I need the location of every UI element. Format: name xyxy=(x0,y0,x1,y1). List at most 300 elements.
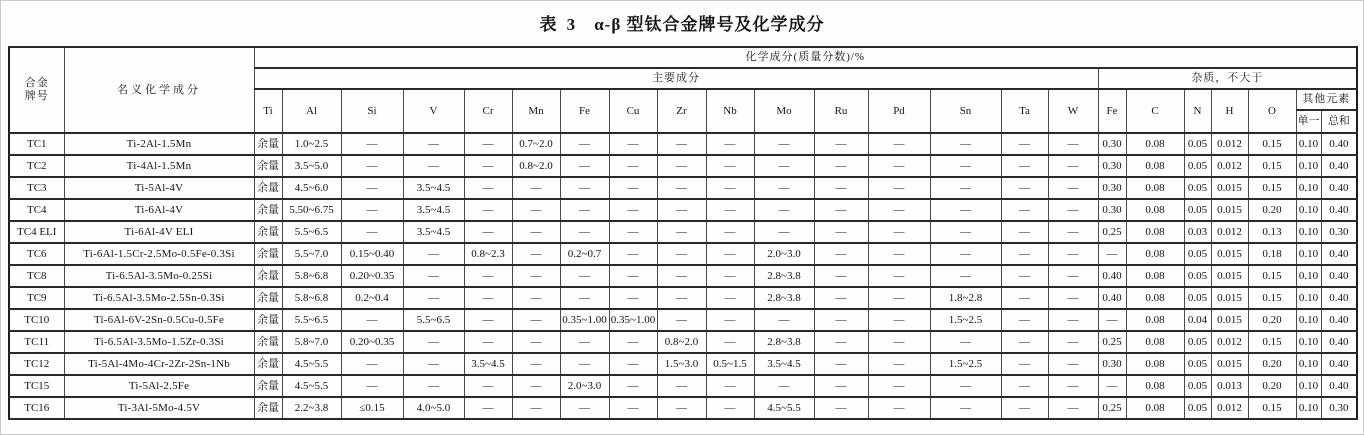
main-composition-cell-cr: — xyxy=(464,397,512,419)
impurity-value-cell-single: 0.10 xyxy=(1296,155,1321,177)
main-composition-cell-sn: 1.5~2.5 xyxy=(930,353,1001,375)
impurity-value-cell-single: 0.10 xyxy=(1296,287,1321,309)
impurity-value-cell-total: 0.40 xyxy=(1321,375,1357,397)
main-composition-cell-sn: — xyxy=(930,243,1001,265)
main-composition-cell-si: 0.15~0.40 xyxy=(341,243,403,265)
header-element-si: Si xyxy=(341,89,403,133)
main-composition-cell-mn: — xyxy=(512,331,560,353)
main-composition-cell-zr: — xyxy=(657,287,706,309)
main-composition-cell-w: — xyxy=(1048,221,1098,243)
header-element-mo: Mo xyxy=(754,89,814,133)
impurity-value-cell-fe: 0.40 xyxy=(1098,265,1126,287)
main-composition-cell-nb: — xyxy=(706,309,754,331)
impurity-value-cell-fe: 0.40 xyxy=(1098,287,1126,309)
impurity-value-cell-total: 0.40 xyxy=(1321,199,1357,221)
main-composition-cell-v: 4.0~5.0 xyxy=(403,397,464,419)
table-body xyxy=(9,133,1357,419)
main-composition-cell-w: — xyxy=(1048,155,1098,177)
header-other-total: 总和 xyxy=(1321,110,1357,133)
impurity-value-cell-o: 0.13 xyxy=(1248,221,1296,243)
alloy-row xyxy=(9,265,1357,287)
impurity-value-cell-fe: — xyxy=(1098,309,1126,331)
main-composition-cell-mo: 2.8~3.8 xyxy=(754,287,814,309)
nominal-composition-cell: Ti-6Al-4V ELI xyxy=(64,221,254,243)
impurity-value-cell-o: 0.20 xyxy=(1248,375,1296,397)
main-composition-cell-v: — xyxy=(403,243,464,265)
header-chemical-composition-group: 化学成分(质量分数)/% xyxy=(254,47,1357,68)
impurity-value-cell-n: 0.05 xyxy=(1184,243,1211,265)
main-composition-cell-sn: — xyxy=(930,397,1001,419)
impurity-value-cell-single: 0.10 xyxy=(1296,265,1321,287)
alloy-grade-cell: TC12 xyxy=(9,353,64,375)
main-composition-cell-al: 5.5~6.5 xyxy=(282,221,341,243)
alloy-grade-cell: TC2 xyxy=(9,155,64,177)
main-composition-cell-nb: — xyxy=(706,133,754,155)
impurity-value-cell-total: 0.40 xyxy=(1321,265,1357,287)
main-composition-cell-zr: — xyxy=(657,309,706,331)
main-composition-cell-cr: — xyxy=(464,199,512,221)
main-composition-cell-zr: — xyxy=(657,177,706,199)
header-impurity-o: O xyxy=(1248,89,1296,133)
alloy-row xyxy=(9,243,1357,265)
header-other-single: 单一 xyxy=(1296,110,1321,133)
main-composition-cell-w: — xyxy=(1048,177,1098,199)
main-composition-cell-cr: 0.8~2.3 xyxy=(464,243,512,265)
impurity-value-cell-c: 0.08 xyxy=(1126,287,1184,309)
table-title-text: α-β 型钛合金牌号及化学成分 xyxy=(594,15,825,34)
main-composition-cell-sn: — xyxy=(930,375,1001,397)
impurity-value-cell-total: 0.40 xyxy=(1321,353,1357,375)
main-composition-cell-si: — xyxy=(341,309,403,331)
main-composition-cell-sn: — xyxy=(930,221,1001,243)
impurity-value-cell-o: 0.15 xyxy=(1248,265,1296,287)
main-composition-cell-cu: — xyxy=(609,177,657,199)
impurity-value-cell-single: 0.10 xyxy=(1296,353,1321,375)
main-composition-cell-al: 5.5~7.0 xyxy=(282,243,341,265)
main-composition-cell-nb: — xyxy=(706,331,754,353)
main-composition-cell-sn: — xyxy=(930,133,1001,155)
main-composition-cell-mo: — xyxy=(754,309,814,331)
main-composition-cell-fe: 0.35~1.00 xyxy=(560,309,609,331)
main-composition-cell-ru: — xyxy=(814,309,868,331)
main-composition-cell-cr: — xyxy=(464,155,512,177)
impurity-value-cell-o: 0.20 xyxy=(1248,309,1296,331)
impurity-value-cell-h: 0.012 xyxy=(1211,397,1248,419)
impurity-value-cell-single: 0.10 xyxy=(1296,397,1321,419)
main-composition-cell-pd: — xyxy=(868,353,930,375)
impurity-value-cell-total: 0.40 xyxy=(1321,133,1357,155)
main-composition-cell-ta: — xyxy=(1001,331,1048,353)
impurity-value-cell-total: 0.30 xyxy=(1321,397,1357,419)
main-composition-cell-si: — xyxy=(341,155,403,177)
header-element-nb: Nb xyxy=(706,89,754,133)
main-composition-cell-pd: — xyxy=(868,199,930,221)
nominal-composition-cell: Ti-5Al-4Mo-4Cr-2Zr-2Sn-1Nb xyxy=(64,353,254,375)
header-impurity-h: H xyxy=(1211,89,1248,133)
main-composition-cell-zr: 0.8~2.0 xyxy=(657,331,706,353)
main-composition-cell-ti: 余量 xyxy=(254,199,282,221)
main-composition-cell-cr: — xyxy=(464,287,512,309)
impurity-value-cell-h: 0.012 xyxy=(1211,221,1248,243)
impurity-value-cell-single: 0.10 xyxy=(1296,309,1321,331)
main-composition-cell-sn: 1.8~2.8 xyxy=(930,287,1001,309)
impurity-value-cell-h: 0.012 xyxy=(1211,155,1248,177)
main-composition-cell-fe: — xyxy=(560,199,609,221)
main-composition-cell-v: — xyxy=(403,331,464,353)
main-composition-cell-ti: 余量 xyxy=(254,397,282,419)
main-composition-cell-al: 3.5~5.0 xyxy=(282,155,341,177)
main-composition-cell-cr: — xyxy=(464,265,512,287)
header-row-groups xyxy=(9,47,1357,68)
main-composition-cell-mo: 2.0~3.0 xyxy=(754,243,814,265)
main-composition-cell-cr: — xyxy=(464,375,512,397)
impurity-value-cell-fe: 0.30 xyxy=(1098,353,1126,375)
main-composition-cell-mn: — xyxy=(512,177,560,199)
main-composition-cell-mo: 4.5~5.5 xyxy=(754,397,814,419)
main-composition-cell-mo: 2.8~3.8 xyxy=(754,331,814,353)
main-composition-cell-cu: — xyxy=(609,199,657,221)
main-composition-cell-ru: — xyxy=(814,221,868,243)
main-composition-cell-sn: — xyxy=(930,331,1001,353)
main-composition-cell-cr: — xyxy=(464,221,512,243)
main-composition-cell-mo: — xyxy=(754,199,814,221)
header-alloy-grade xyxy=(9,47,64,133)
main-composition-cell-al: 4.5~5.5 xyxy=(282,353,341,375)
impurity-value-cell-fe: 0.30 xyxy=(1098,177,1126,199)
main-composition-cell-v: — xyxy=(403,287,464,309)
main-composition-cell-fe: — xyxy=(560,221,609,243)
nominal-composition-cell: Ti-6.5Al-3.5Mo-2.5Sn-0.3Si xyxy=(64,287,254,309)
main-composition-cell-mn: — xyxy=(512,375,560,397)
main-composition-cell-fe: — xyxy=(560,133,609,155)
main-composition-cell-ti: 余量 xyxy=(254,133,282,155)
main-composition-cell-w: — xyxy=(1048,243,1098,265)
header-nominal-composition: 名义化学成分 xyxy=(64,47,254,133)
main-composition-cell-si: ≤0.15 xyxy=(341,397,403,419)
impurity-value-cell-single: 0.10 xyxy=(1296,133,1321,155)
impurity-value-cell-total: 0.40 xyxy=(1321,331,1357,353)
impurity-value-cell-total: 0.30 xyxy=(1321,221,1357,243)
main-composition-cell-al: 4.5~6.0 xyxy=(282,177,341,199)
impurity-value-cell-c: 0.08 xyxy=(1126,221,1184,243)
impurity-value-cell-fe: 0.30 xyxy=(1098,155,1126,177)
impurity-value-cell-h: 0.012 xyxy=(1211,133,1248,155)
header-element-w: W xyxy=(1048,89,1098,133)
alloy-grade-cell: TC15 xyxy=(9,375,64,397)
main-composition-cell-mn: — xyxy=(512,309,560,331)
main-composition-cell-ru: — xyxy=(814,177,868,199)
main-composition-cell-zr: — xyxy=(657,133,706,155)
main-composition-cell-w: — xyxy=(1048,375,1098,397)
main-composition-cell-ti: 余量 xyxy=(254,221,282,243)
impurity-value-cell-h: 0.015 xyxy=(1211,199,1248,221)
main-composition-cell-zr: — xyxy=(657,397,706,419)
nominal-composition-cell: Ti-5Al-2.5Fe xyxy=(64,375,254,397)
main-composition-cell-nb: — xyxy=(706,221,754,243)
main-composition-cell-ru: — xyxy=(814,199,868,221)
main-composition-cell-mo: — xyxy=(754,133,814,155)
impurity-value-cell-fe: 0.25 xyxy=(1098,221,1126,243)
header-element-v: V xyxy=(403,89,464,133)
main-composition-cell-ti: 余量 xyxy=(254,331,282,353)
main-composition-cell-ta: — xyxy=(1001,199,1048,221)
impurity-value-cell-n: 0.05 xyxy=(1184,265,1211,287)
impurity-value-cell-o: 0.18 xyxy=(1248,243,1296,265)
impurity-value-cell-o: 0.15 xyxy=(1248,177,1296,199)
main-composition-cell-fe: — xyxy=(560,155,609,177)
impurity-value-cell-n: 0.03 xyxy=(1184,221,1211,243)
alloy-row xyxy=(9,309,1357,331)
main-composition-cell-mo: — xyxy=(754,155,814,177)
main-composition-cell-mn: — xyxy=(512,287,560,309)
main-composition-cell-zr: — xyxy=(657,265,706,287)
impurity-value-cell-o: 0.15 xyxy=(1248,287,1296,309)
main-composition-cell-fe: — xyxy=(560,397,609,419)
main-composition-cell-cr: — xyxy=(464,331,512,353)
main-composition-cell-mo: 2.8~3.8 xyxy=(754,265,814,287)
impurity-value-cell-total: 0.40 xyxy=(1321,155,1357,177)
nominal-composition-cell: Ti-4Al-1.5Mn xyxy=(64,155,254,177)
main-composition-cell-cu: — xyxy=(609,155,657,177)
main-composition-cell-sn: — xyxy=(930,199,1001,221)
impurity-value-cell-single: 0.10 xyxy=(1296,331,1321,353)
header-element-mn: Mn xyxy=(512,89,560,133)
main-composition-cell-ta: — xyxy=(1001,397,1048,419)
alloy-grade-cell: TC8 xyxy=(9,265,64,287)
header-element-fe: Fe xyxy=(560,89,609,133)
main-composition-cell-nb: — xyxy=(706,265,754,287)
main-composition-cell-ta: — xyxy=(1001,265,1048,287)
main-composition-cell-si: — xyxy=(341,199,403,221)
main-composition-cell-al: 2.2~3.8 xyxy=(282,397,341,419)
alloy-composition-table xyxy=(8,46,1358,420)
alloy-row xyxy=(9,353,1357,375)
impurity-value-cell-h: 0.015 xyxy=(1211,309,1248,331)
impurity-value-cell-c: 0.08 xyxy=(1126,243,1184,265)
header-alloy-grade-line2: 牌号 xyxy=(24,90,49,102)
alloy-row xyxy=(9,397,1357,419)
main-composition-cell-nb: — xyxy=(706,155,754,177)
impurity-value-cell-single: 0.10 xyxy=(1296,177,1321,199)
main-composition-cell-cu: — xyxy=(609,331,657,353)
main-composition-cell-cr: — xyxy=(464,133,512,155)
impurity-value-cell-fe: 0.25 xyxy=(1098,331,1126,353)
main-composition-cell-fe: — xyxy=(560,331,609,353)
main-composition-cell-zr: — xyxy=(657,199,706,221)
impurity-value-cell-c: 0.08 xyxy=(1126,133,1184,155)
impurity-value-cell-n: 0.05 xyxy=(1184,331,1211,353)
impurity-value-cell-h: 0.015 xyxy=(1211,287,1248,309)
main-composition-cell-pd: — xyxy=(868,287,930,309)
main-composition-cell-si: 0.20~0.35 xyxy=(341,331,403,353)
header-impurity-fe: Fe xyxy=(1098,89,1126,133)
main-composition-cell-nb: — xyxy=(706,287,754,309)
main-composition-cell-w: — xyxy=(1048,331,1098,353)
main-composition-cell-cu: — xyxy=(609,265,657,287)
main-composition-cell-mn: — xyxy=(512,353,560,375)
main-composition-cell-zr: — xyxy=(657,243,706,265)
main-composition-cell-si: 0.20~0.35 xyxy=(341,265,403,287)
alloy-grade-cell: TC6 xyxy=(9,243,64,265)
main-composition-cell-zr: — xyxy=(657,375,706,397)
nominal-composition-cell: Ti-6.5Al-3.5Mo-0.25Si xyxy=(64,265,254,287)
main-composition-cell-ta: — xyxy=(1001,155,1048,177)
impurity-value-cell-fe: 0.30 xyxy=(1098,199,1126,221)
main-composition-cell-mn: — xyxy=(512,199,560,221)
main-composition-cell-ti: 余量 xyxy=(254,177,282,199)
impurity-value-cell-h: 0.015 xyxy=(1211,177,1248,199)
main-composition-cell-cr: — xyxy=(464,309,512,331)
main-composition-cell-nb: — xyxy=(706,375,754,397)
main-composition-cell-cu: — xyxy=(609,221,657,243)
main-composition-cell-ru: — xyxy=(814,287,868,309)
alloy-row xyxy=(9,287,1357,309)
main-composition-cell-zr: 1.5~3.0 xyxy=(657,353,706,375)
nominal-composition-cell: Ti-6.5Al-3.5Mo-1.5Zr-0.3Si xyxy=(64,331,254,353)
impurity-value-cell-o: 0.15 xyxy=(1248,133,1296,155)
main-composition-cell-zr: — xyxy=(657,221,706,243)
main-composition-cell-nb: — xyxy=(706,199,754,221)
alloy-row xyxy=(9,155,1357,177)
main-composition-cell-ta: — xyxy=(1001,243,1048,265)
table-title xyxy=(1,1,1363,35)
impurity-value-cell-fe: — xyxy=(1098,243,1126,265)
header-element-sn: Sn xyxy=(930,89,1001,133)
alloy-grade-cell: TC11 xyxy=(9,331,64,353)
impurity-value-cell-c: 0.08 xyxy=(1126,199,1184,221)
impurity-value-cell-c: 0.08 xyxy=(1126,331,1184,353)
main-composition-cell-pd: — xyxy=(868,397,930,419)
main-composition-cell-ta: — xyxy=(1001,133,1048,155)
main-composition-cell-al: 5.8~6.8 xyxy=(282,287,341,309)
main-composition-cell-ru: — xyxy=(814,265,868,287)
main-composition-cell-fe: 0.2~0.7 xyxy=(560,243,609,265)
main-composition-cell-ru: — xyxy=(814,155,868,177)
alloy-row xyxy=(9,221,1357,243)
main-composition-cell-fe: 2.0~3.0 xyxy=(560,375,609,397)
impurity-value-cell-single: 0.10 xyxy=(1296,375,1321,397)
table-header xyxy=(9,47,1357,133)
main-composition-cell-ru: — xyxy=(814,243,868,265)
nominal-composition-cell: Ti-6Al-4V xyxy=(64,199,254,221)
main-composition-cell-ta: — xyxy=(1001,177,1048,199)
main-composition-cell-w: — xyxy=(1048,353,1098,375)
main-composition-cell-w: — xyxy=(1048,309,1098,331)
main-composition-cell-cu: — xyxy=(609,287,657,309)
nominal-composition-cell: Ti-2Al-1.5Mn xyxy=(64,133,254,155)
main-composition-cell-cr: 3.5~4.5 xyxy=(464,353,512,375)
main-composition-cell-mo: — xyxy=(754,177,814,199)
header-element-ru: Ru xyxy=(814,89,868,133)
impurity-value-cell-h: 0.015 xyxy=(1211,353,1248,375)
main-composition-cell-nb: 0.5~1.5 xyxy=(706,353,754,375)
impurity-value-cell-n: 0.05 xyxy=(1184,397,1211,419)
header-element-pd: Pd xyxy=(868,89,930,133)
main-composition-cell-mn: — xyxy=(512,221,560,243)
main-composition-cell-ru: — xyxy=(814,397,868,419)
main-composition-cell-al: 1.0~2.5 xyxy=(282,133,341,155)
impurity-value-cell-n: 0.05 xyxy=(1184,133,1211,155)
main-composition-cell-v: — xyxy=(403,155,464,177)
header-element-ta: Ta xyxy=(1001,89,1048,133)
main-composition-cell-v: — xyxy=(403,353,464,375)
main-composition-cell-mn: — xyxy=(512,265,560,287)
main-composition-cell-pd: — xyxy=(868,221,930,243)
main-composition-cell-nb: — xyxy=(706,243,754,265)
main-composition-cell-cu: — xyxy=(609,353,657,375)
main-composition-cell-fe: — xyxy=(560,177,609,199)
main-composition-cell-v: 3.5~4.5 xyxy=(403,177,464,199)
main-composition-cell-ti: 余量 xyxy=(254,309,282,331)
header-element-zr: Zr xyxy=(657,89,706,133)
impurity-value-cell-o: 0.20 xyxy=(1248,353,1296,375)
main-composition-cell-cu: — xyxy=(609,375,657,397)
main-composition-cell-mn: — xyxy=(512,397,560,419)
main-composition-cell-w: — xyxy=(1048,287,1098,309)
impurity-value-cell-h: 0.013 xyxy=(1211,375,1248,397)
impurity-value-cell-o: 0.15 xyxy=(1248,397,1296,419)
impurity-value-cell-fe: 0.30 xyxy=(1098,133,1126,155)
alloy-row xyxy=(9,133,1357,155)
main-composition-cell-pd: — xyxy=(868,155,930,177)
impurity-value-cell-fe: — xyxy=(1098,375,1126,397)
alloy-grade-cell: TC9 xyxy=(9,287,64,309)
main-composition-cell-ru: — xyxy=(814,375,868,397)
main-composition-cell-ti: 余量 xyxy=(254,287,282,309)
main-composition-cell-fe: — xyxy=(560,265,609,287)
main-composition-cell-v: 3.5~4.5 xyxy=(403,221,464,243)
main-composition-cell-cu: — xyxy=(609,133,657,155)
nominal-composition-cell: Ti-6Al-1.5Cr-2.5Mo-0.5Fe-0.3Si xyxy=(64,243,254,265)
nominal-composition-cell: Ti-3Al-5Mo-4.5V xyxy=(64,397,254,419)
main-composition-cell-nb: — xyxy=(706,177,754,199)
main-composition-cell-zr: — xyxy=(657,155,706,177)
impurity-value-cell-n: 0.05 xyxy=(1184,155,1211,177)
impurity-value-cell-h: 0.015 xyxy=(1211,243,1248,265)
main-composition-cell-pd: — xyxy=(868,265,930,287)
main-composition-cell-si: — xyxy=(341,353,403,375)
impurity-value-cell-c: 0.08 xyxy=(1126,309,1184,331)
impurity-value-cell-c: 0.08 xyxy=(1126,177,1184,199)
alloy-row xyxy=(9,199,1357,221)
main-composition-cell-al: 5.8~6.8 xyxy=(282,265,341,287)
header-impurities-group: 杂质，不大于 xyxy=(1098,68,1357,89)
alloy-row xyxy=(9,177,1357,199)
main-composition-cell-v: — xyxy=(403,265,464,287)
main-composition-cell-sn: — xyxy=(930,177,1001,199)
main-composition-cell-fe: — xyxy=(560,353,609,375)
table-number: 表 3 xyxy=(539,15,579,34)
main-composition-cell-pd: — xyxy=(868,133,930,155)
main-composition-cell-ru: — xyxy=(814,133,868,155)
main-composition-cell-ta: — xyxy=(1001,309,1048,331)
impurity-value-cell-n: 0.05 xyxy=(1184,287,1211,309)
alloy-grade-cell: TC16 xyxy=(9,397,64,419)
main-composition-cell-v: 5.5~6.5 xyxy=(403,309,464,331)
impurity-value-cell-n: 0.05 xyxy=(1184,353,1211,375)
main-composition-cell-v: — xyxy=(403,375,464,397)
alloy-row xyxy=(9,375,1357,397)
impurity-value-cell-c: 0.08 xyxy=(1126,265,1184,287)
main-composition-cell-ta: — xyxy=(1001,353,1048,375)
impurity-value-cell-c: 0.08 xyxy=(1126,397,1184,419)
impurity-value-cell-total: 0.40 xyxy=(1321,309,1357,331)
alloy-grade-cell: TC4 xyxy=(9,199,64,221)
main-composition-cell-w: — xyxy=(1048,265,1098,287)
impurity-value-cell-total: 0.40 xyxy=(1321,287,1357,309)
impurity-value-cell-single: 0.10 xyxy=(1296,199,1321,221)
main-composition-cell-si: — xyxy=(341,375,403,397)
